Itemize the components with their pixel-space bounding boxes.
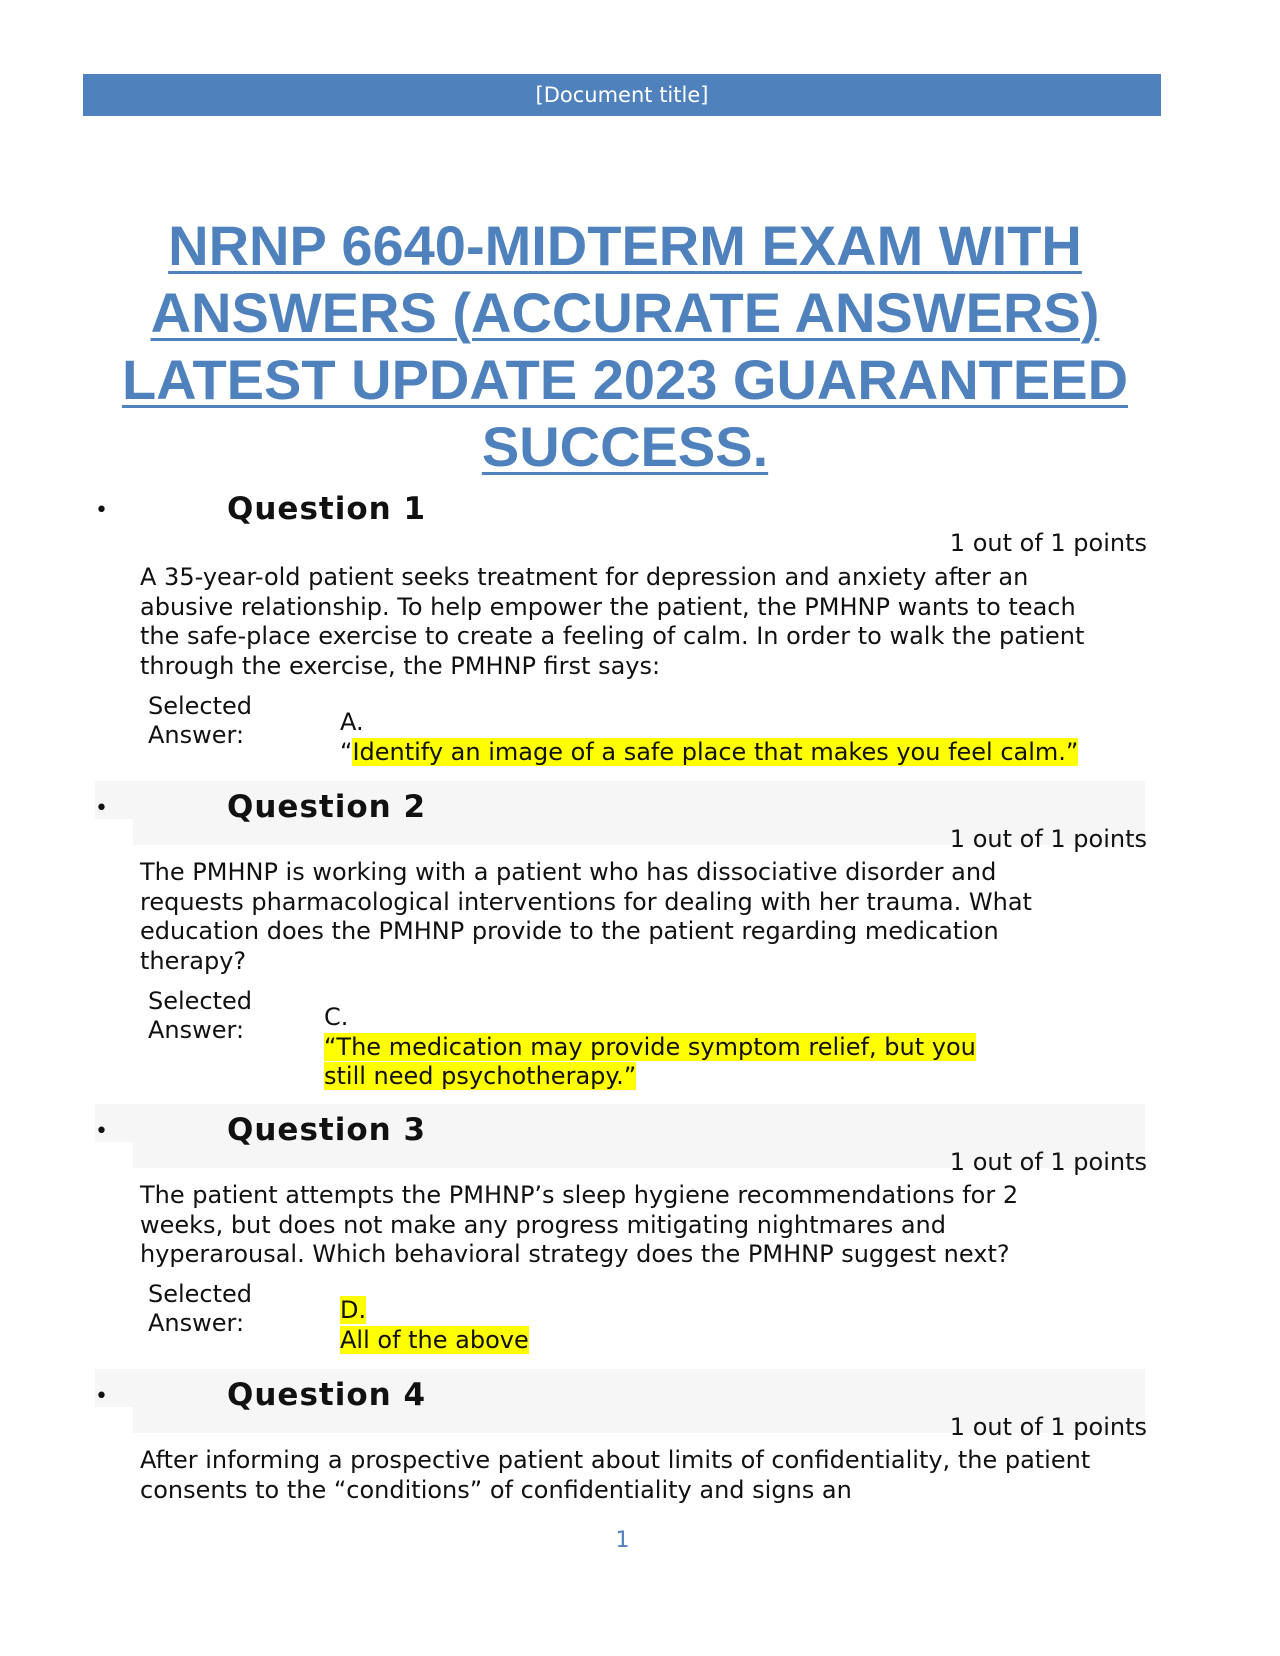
bullet: • <box>95 1119 108 1144</box>
selected-answer-label: Selected Answer: <box>148 987 253 1044</box>
answer-letter: D. <box>340 1296 367 1324</box>
selected-answer <box>324 1003 976 1092</box>
question-text: The PMHNP is working with a patient who has dissociative disorder and requests pharmacological interventions for dealing with her trauma. What education does the PMHNP provide to the patient regarding medication therapy? <box>140 858 1032 975</box>
bullet: • <box>95 796 108 821</box>
answer-letter: A. <box>340 708 364 736</box>
answer-text: All of the above <box>340 1325 529 1354</box>
answer-text: Identify an image of a safe place that makes you feel calm.” <box>352 737 1079 766</box>
question-text: The patient attempts the PMHNP’s sleep hygiene recommendations for 2 weeks, but does not make any progress mitigating nightmares and hyperarousal. Which behavioral strategy does the PMHNP suggest next? <box>140 1181 1019 1268</box>
page-number: 1 <box>615 1528 630 1553</box>
points-label: 1 out of 1 points <box>949 825 1147 853</box>
answer-quote-open: “ <box>340 737 353 766</box>
question-title: Question 4 <box>227 1377 427 1413</box>
document-header-bar <box>83 74 1161 116</box>
points-label: 1 out of 1 points <box>949 1413 1147 1441</box>
selected-answer <box>340 708 1078 767</box>
answer-letter: C. <box>324 1003 349 1031</box>
selected-answer <box>340 1296 529 1355</box>
question-title: Question 1 <box>227 491 427 527</box>
points-label: 1 out of 1 points <box>949 529 1147 557</box>
question-title: Question 2 <box>227 789 427 825</box>
answer-text-line-2: still need psychotherapy.” <box>324 1062 637 1090</box>
question-text: A 35-year-old patient seeks treatment for depression and anxiety after an abusive relationship. To help empower the patient, the PMHNP wants to teach the safe-place exercise to create a feeling of calm. In order to walk the patient through the exercise, the PMHNP first says: <box>140 563 1085 680</box>
question-title: Question 3 <box>227 1112 427 1148</box>
header-title: [Document title] <box>535 83 709 107</box>
selected-answer-label: Selected Answer: <box>148 1280 253 1337</box>
bullet: • <box>95 1384 108 1409</box>
question-text: After informing a prospective patient about limits of confidentiality, the patient consents to the “conditions” of confidentiality and signs an <box>140 1446 1091 1504</box>
points-label: 1 out of 1 points <box>949 1148 1147 1176</box>
answer-text-line-1: “The medication may provide symptom relief, but you <box>324 1032 976 1061</box>
bullet: • <box>95 498 108 523</box>
selected-answer-label: Selected Answer: <box>148 692 253 749</box>
document-title: NRNP 6640-MIDTERM EXAM WITH ANSWERS (ACCURATE ANSWERS) LATEST UPDATE 2023 GUARANTEED SUCCESS. <box>121 214 1129 478</box>
